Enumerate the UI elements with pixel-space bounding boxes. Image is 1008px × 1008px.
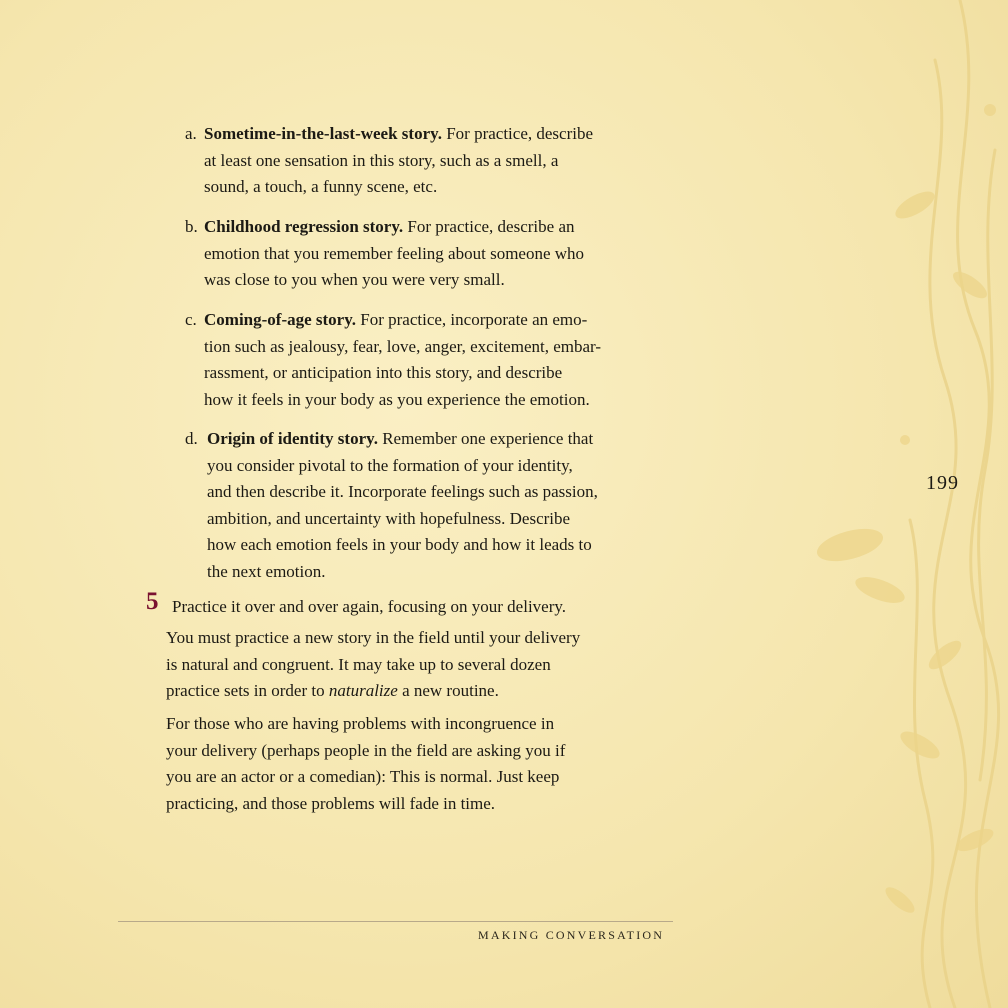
item-line: was close to you when you were very small.	[204, 270, 505, 289]
item-lead: Childhood regression story.	[204, 217, 404, 236]
item-line: and then describe it. Incorporate feelings such as passion,	[207, 482, 598, 501]
item-line: tion such as jealousy, fear, love, anger, excitement, embar-	[204, 336, 602, 356]
item-line: how it feels in your body as you experience the emotion.	[204, 389, 590, 409]
item-line: ambition, and uncertainty with hopefulness. Describe	[207, 508, 571, 528]
list-marker: a.	[185, 124, 197, 143]
item-line: the next emotion.	[207, 561, 326, 581]
item-line: emotion that you remember feeling about someone who	[204, 243, 585, 263]
paragraph-line: is natural and congruent. It may take up to several dozen	[166, 654, 551, 674]
item-line: For practice, describe	[441, 124, 593, 143]
item-lead: Sometime-in-the-last-week story.	[204, 124, 442, 143]
paragraph-practice	[166, 625, 686, 705]
page-number: 199	[926, 472, 959, 494]
paragraph-line: your delivery (perhaps people in the field are asking you if	[166, 740, 566, 760]
item-lead: Origin of identity story.	[207, 429, 378, 448]
item-line: sound, a touch, a funny scene, etc.	[204, 177, 438, 196]
item-line: how each emotion feels in your body and how it leads to	[207, 535, 592, 554]
paragraph-incongruence	[166, 711, 686, 817]
item-line: rassment, or anticipation into this story, and describe	[204, 363, 563, 382]
item-line: at least one sensation in this story, such as a smell, a	[204, 150, 559, 170]
running-footer: MAKING CONVERSATION	[478, 928, 665, 942]
item-lead: Coming-of-age story.	[204, 310, 357, 329]
step-title: Practice it over and over again, focusing on your delivery.	[172, 597, 567, 616]
paragraph-line: practice sets in order to	[166, 681, 329, 700]
paragraph-line: You must practice a new story in the field until your delivery	[166, 628, 581, 647]
item-line: For practice, incorporate an emo-	[356, 310, 588, 329]
paragraph-line: a new routine.	[397, 681, 499, 700]
paragraph-line: practicing, and those problems will fade in time.	[166, 793, 496, 813]
paragraph-line: For those who are having problems with incongruence in	[166, 714, 555, 733]
item-line: For practice, describe an	[403, 217, 575, 236]
item-line: Remember one experience that	[377, 429, 594, 448]
list-marker: b.	[185, 217, 198, 236]
emphasis-word: naturalize	[328, 681, 398, 700]
list-marker: d.	[185, 429, 198, 448]
item-line: you consider pivotal to the formation of your identity,	[207, 455, 573, 475]
list-marker: c.	[185, 310, 197, 329]
footer-divider	[118, 921, 673, 922]
step-number: 5	[146, 588, 159, 615]
paragraph-line: you are an actor or a comedian): This is normal. Just keep	[166, 767, 560, 786]
